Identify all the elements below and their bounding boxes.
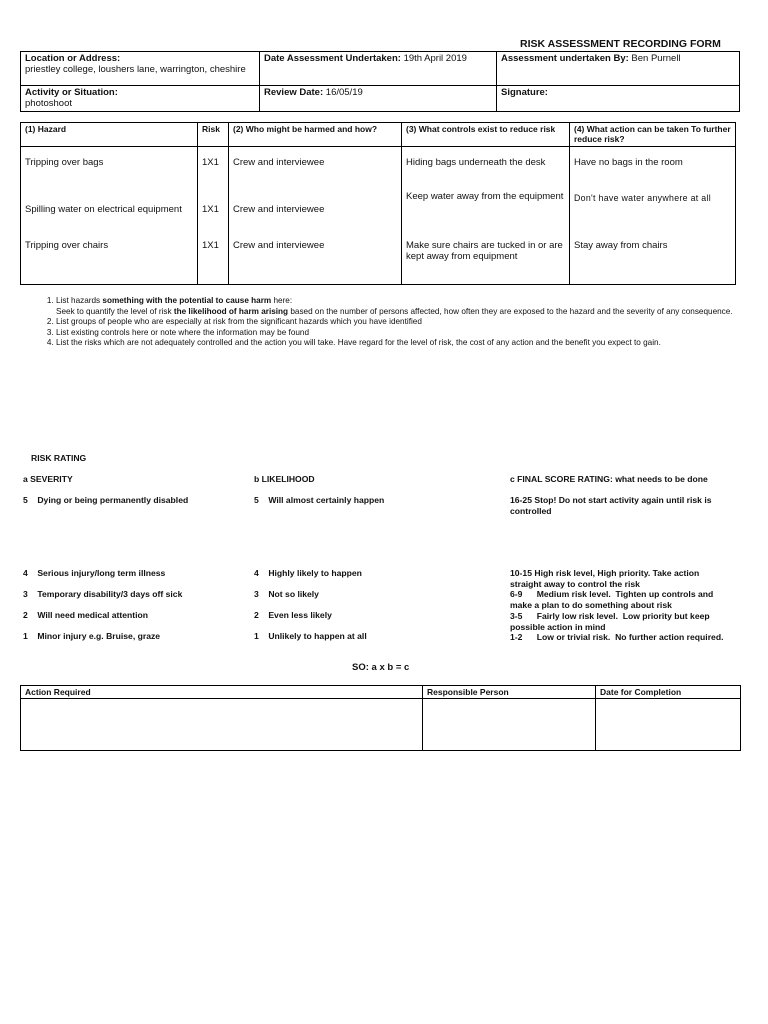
assessor-label: Assessment undertaken By: (501, 53, 629, 64)
likelihood-item: 4 Highly likely to happen (254, 568, 362, 578)
table-row (21, 191, 736, 238)
likelihood-header: b LIKELIHOOD (254, 474, 315, 484)
date-label: Date Assessment Undertaken: (264, 53, 401, 64)
instruction-text: Seek to quantify the level of risk (56, 306, 174, 316)
likelihood-item: 5 Will almost certainly happen (254, 495, 385, 505)
activity-value: photoshoot (25, 98, 73, 109)
controls-cell: Make sure chairs are tucked in or are kept away from equipment (402, 238, 570, 285)
review-cell (260, 86, 497, 112)
final-score-item: 10-15 High risk level, High priority. Take action straight away to control the risk (510, 568, 700, 589)
action-table-header (21, 686, 741, 699)
table-row (21, 238, 736, 285)
header-controls: (3) What controls exist to reduce risk (402, 123, 570, 147)
instruction-bold: the likelihood of harm arising (173, 306, 289, 316)
final-score-header: c FINAL SCORE RATING: what needs to be done (510, 474, 708, 484)
severity-item: 2 Will need medical attention (23, 610, 149, 620)
hazard-table (20, 122, 736, 285)
header-action: (4) What action can be taken To further reduce risk? (570, 123, 736, 147)
severity-item: 4 Serious injury/long term illness (23, 568, 166, 578)
final-score-item: 16-25 Stop! Do not start activity again until risk is controlled (510, 495, 712, 516)
activity-cell (21, 86, 260, 112)
action-table (20, 685, 741, 751)
header-risk: Risk (198, 123, 229, 147)
likelihood-item: 2 Even less likely (254, 610, 332, 620)
final-score-item: 1-2 Low or trivial risk. No further action required. (510, 632, 724, 642)
who-cell: Crew and interviewee (229, 147, 402, 192)
header-responsible-person: Responsible Person (423, 686, 596, 699)
instruction-item (56, 296, 756, 317)
location-value: priestley college, loushers lane, warrington, cheshire (25, 64, 246, 75)
instruction-item: 4. List the risks which are not adequately controlled and the action you will take. Have regard for the level of risk, the cost of any action and the benefit you expect to gain. (56, 338, 756, 349)
date-value: 19th April 2019 (403, 53, 467, 64)
severity-item: 3 Temporary disability/3 days off sick (23, 589, 183, 599)
location-label: Location or Address: (25, 53, 121, 64)
responsible-person-cell[interactable] (423, 699, 596, 751)
controls-cell: Keep water away from the equipment (402, 191, 570, 238)
likelihood-item: 1 Unlikely to happen at all (254, 631, 367, 641)
final-score-item: 6-9 Medium risk level. Tighten up controls and make a plan to do something about risk (510, 589, 716, 610)
who-cell: Crew and interviewee (229, 238, 402, 285)
signature-label: Signature: (501, 87, 548, 98)
hazard-cell: Tripping over bags (21, 147, 198, 192)
hazard-cell: Tripping over chairs (21, 238, 198, 285)
risk-rating-title: RISK RATING (31, 453, 87, 463)
instruction-text: based on the number of persons affected, how often they are exposed to the hazard and the severity of any consequence. (288, 306, 733, 316)
instruction-text: here: (271, 296, 293, 305)
action-cell: Have no bags in the room (570, 147, 736, 192)
header-action-required: Action Required (21, 686, 423, 699)
activity-label: Activity or Situation: (25, 87, 118, 98)
table-row (21, 699, 741, 751)
controls-cell: Hiding bags underneath the desk (402, 147, 570, 192)
final-score-item: 3-5 Fairly low risk level. Low priority but keep possible action in mind (510, 611, 713, 632)
hazard-cell: Spilling water on electrical equipment (21, 191, 198, 238)
severity-item: 1 Minor injury e.g. Bruise, graze (23, 631, 161, 641)
assessor-cell (497, 52, 740, 86)
action-cell: Stay away from chairs (570, 238, 736, 285)
instruction-text: List hazards (56, 296, 103, 305)
date-cell (260, 52, 497, 86)
instructions-list (36, 296, 756, 349)
assessor-value: Ben Purnell (631, 53, 681, 64)
action-cell: Don't have water anywhere at all (570, 191, 736, 238)
review-value: 16/05/19 (325, 87, 363, 98)
form-title: RISK ASSESSMENT RECORDING FORM (520, 38, 721, 50)
table-row (21, 147, 736, 192)
action-required-cell[interactable] (21, 699, 423, 751)
header-hazard: (1) Hazard (21, 123, 198, 147)
review-label: Review Date: (264, 87, 324, 98)
hazard-table-header (21, 123, 736, 147)
likelihood-item: 3 Not so likely (254, 589, 319, 599)
location-cell (21, 52, 260, 86)
risk-cell: 1X1 (198, 238, 229, 285)
instruction-item: 2. List groups of people who are especially at risk from the significant hazards which you have identified (56, 317, 756, 328)
risk-cell: 1X1 (198, 147, 229, 192)
instruction-bold: something with the potential to cause harm (102, 296, 272, 305)
risk-cell: 1X1 (198, 191, 229, 238)
assessment-details-table (20, 51, 740, 112)
signature-cell (497, 86, 740, 112)
header-date-completion: Date for Completion (596, 686, 741, 699)
instruction-item: 3. List existing controls here or note where the information may be found (56, 328, 756, 339)
date-completion-cell[interactable] (596, 699, 741, 751)
risk-formula: SO: a x b = c (352, 662, 410, 673)
severity-header: a SEVERITY (23, 474, 73, 484)
severity-item: 5 Dying or being permanently disabled (23, 495, 189, 505)
header-who: (2) Who might be harmed and how? (229, 123, 402, 147)
who-cell: Crew and interviewee (229, 191, 402, 238)
